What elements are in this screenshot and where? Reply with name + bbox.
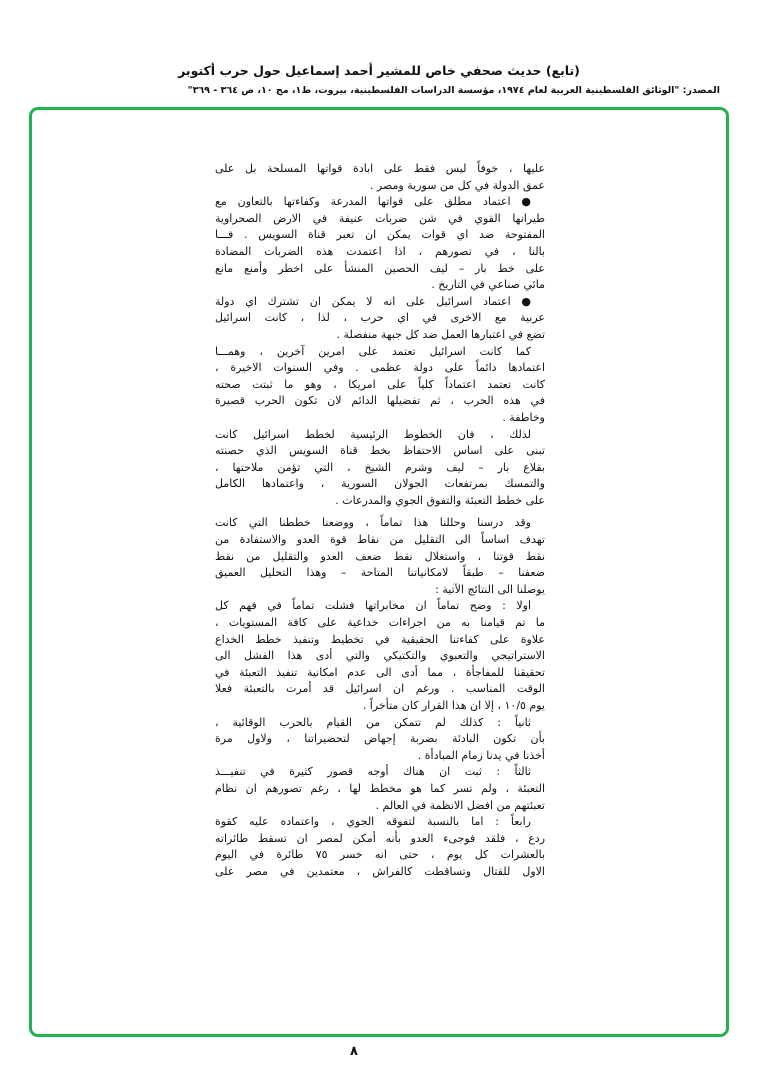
text-line: عربية مع الاخرى في اي حرب ، لذا ، كانت اسرائيل xyxy=(215,311,545,325)
text-line: أخذنا في يدنا زمام المبادأة . xyxy=(417,748,545,762)
text-line: يوم ١٠/٥ ، إلا ان هذا القرار كان متأخراً . xyxy=(362,699,545,712)
text-line: تعبئتهم من افضل الانظمة في العالم . xyxy=(375,798,545,812)
text-line: على خطط التعبئة والتفوق الجوي والمدرعات . xyxy=(335,493,545,507)
text-line: طيرانها القوي في شن ضربات عنيفة في الارض الصحراوية xyxy=(215,211,545,225)
paragraph xyxy=(215,344,545,427)
text-line: عليها ، خوفاً ليس فقط على ابادة قواتها المسلحة بل على xyxy=(215,162,545,175)
text-line: تحقيقنا للمفاجأة ، مما أدى الى عدم امكانية تنفيذ التعبئة في xyxy=(215,665,545,679)
paragraph xyxy=(215,764,545,814)
text-line: ما تم قيامنا به من اجراءات خداعية على كافة المستويات ، xyxy=(215,616,545,630)
text-line: التعبئة ، ولم تسر كما هو مخطط لها ، رغم تصورهم ان نظام xyxy=(215,781,545,795)
text-line: اولا : وضح تماماً ان مخابراتها فشلت تماماً في فهم كل xyxy=(215,599,531,613)
text-line: تضع في اعتبارها العمل ضد كل جبهة منفصلة . xyxy=(336,327,545,341)
text-line: المفتوحة ضد اي قوات يمكن ان تعبر قناة السويس . فـــا xyxy=(215,228,545,242)
paragraph xyxy=(215,161,545,194)
text-line: لذلك ، فان الخطوط الرئيسية لخطط اسرائيل كانت xyxy=(215,427,531,441)
text-line: في هذه الحرب ، ثم تفضيلها الدائم لان تكون الحرب قصيرة xyxy=(215,394,545,408)
paragraph xyxy=(215,814,545,880)
paragraph xyxy=(215,715,545,765)
paragraph xyxy=(215,598,545,714)
text-line: اعتمادها دائماً على دولة عظمى . وفي السنوات الاخيرة ، xyxy=(215,361,545,375)
text-line: يوصلنا الى النتائج الآتية : xyxy=(435,582,545,596)
text-line: تبنى على اساس الاحتفاظ بخط قناة السويس الذي حصنته xyxy=(215,444,545,458)
text-line: علاوة على كفاءتنا الحقيقية في تخطيط وتنفيذ خطط الخداع xyxy=(215,632,545,646)
text-line: كانت تعتمد اعتماداً كلياً على امريكا ، وهو ما ثبتت صحته xyxy=(215,377,545,391)
paragraph xyxy=(215,427,545,510)
text-line: بقلاع بار – ليف وشرم الشيخ ، التي تؤمن ملاحتها ، xyxy=(215,460,545,474)
text-line: بأن تكون البادئة بضربة إجهاض لتحضيراتنا ، ولاول مرة xyxy=(215,732,545,746)
text-line: والتمسك بمرتفعات الجولان السورية ، واعتمادها الكامل xyxy=(215,477,545,491)
text-line: الاستراتيجي والتعبوي والتكتيكي والتي أدى هذا الفشل الى xyxy=(215,649,545,663)
text-line: ● اعتماد مطلق على قواتها المدرعة وكفاءتها بالتعاون مع xyxy=(215,195,531,209)
paragraph xyxy=(215,515,545,598)
text-line: عمق الدولة في كل من سورية ومصر . xyxy=(369,178,545,192)
paragraph xyxy=(215,194,545,294)
text-line: ثانياً : كذلك لم تتمكن من القيام بالحرب الوقائية ، xyxy=(215,715,531,729)
document-title: (تابع) حديث صحفي خاص للمشير أحمد إسماعيل حول حرب أكتوبر xyxy=(178,63,580,78)
text-line: ● اعتماد اسرائيل على انه لا يمكن ان تشترك اي دولة xyxy=(215,294,531,308)
text-line: رابعاً : اما بالنسبة لتفوقه الجوي ، واعتماده عليه كقوة xyxy=(215,815,531,829)
text-line: ضعفنا – طبقاً لامكانياتنا المتاحة – وهذا التحليل العميق xyxy=(215,566,545,580)
text-line: ردع ، فلقد فوجىء العدو بأنه أمكن لمصر ان تسقط طائراته xyxy=(215,831,545,845)
text-line: على خط بار – ليف الحصين المنشأ على اخطر وأمنع مانع xyxy=(215,261,545,275)
text-line: الاول للقتال وتساقطت كالفراش ، معتمدين في مصر على xyxy=(215,864,545,878)
text-line: مائي صناعي في التاريخ . xyxy=(431,278,545,292)
text-line: بالنا ، في تصورهم ، اذا اعتمدت هذه الضربات المضادة xyxy=(215,244,545,258)
text-line: ثالثاً : ثبت ان هناك أوجه قصور كثيرة في تنفيـــذ xyxy=(215,765,531,779)
text-line: وقد درسنا وحللنا هذا تماماً ، ووضعنا خططنا التي كانت xyxy=(215,516,531,530)
text-line: الوقت المناسب . ورغم ان اسرائيل قد أمرت بالتعبئة فعلا xyxy=(215,682,545,696)
text-line: نقط قوتنا ، واستغلال نقط ضعف العدو والتقليل من نقط xyxy=(215,549,545,563)
page-number: ٨ xyxy=(350,1044,358,1059)
text-line: تهدف اساساً الى التقليل من نقاط قوة العدو والاستفادة من xyxy=(215,533,545,547)
source-citation: المصدر: "الوثائق الفلسطينية العربية لعام ١٩٧٤، مؤسسة الدراسات الفلسطينية، بيروت، ط١، مج ١٠، ص ٣٦٤ - ٣٦٩" xyxy=(187,85,720,96)
article-body xyxy=(215,161,545,881)
text-line: وخاطفة . xyxy=(502,410,545,424)
text-line: كما كانت اسرائيل تعتمد على امرين آخرين ، وهمـــا xyxy=(215,344,531,358)
paragraph xyxy=(215,294,545,344)
text-line: بالعشرات كل يوم ، حتى انه خسر ٧٥ طائرة في اليوم xyxy=(215,848,546,862)
